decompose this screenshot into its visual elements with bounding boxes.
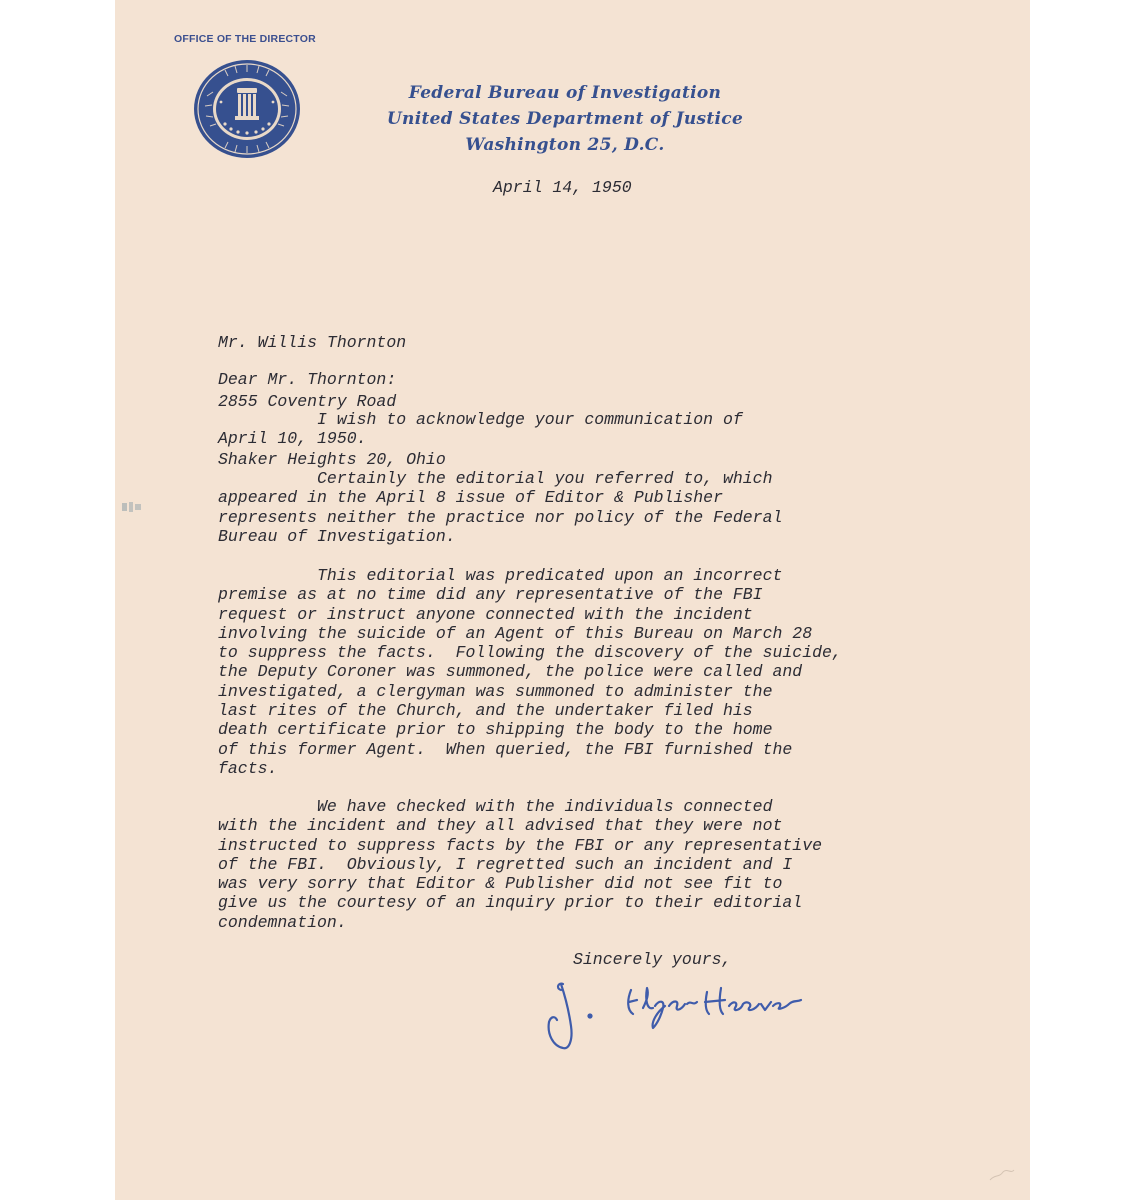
address-line-street: 2855 Coventry Road: [218, 391, 397, 411]
pencil-mark: [987, 1160, 1017, 1190]
office-of-director-label: OFFICE OF THE DIRECTOR: [174, 33, 316, 45]
letterhead-bureau: Federal Bureau of Investigation: [408, 83, 722, 103]
salutation: Dear Mr. Thornton:: [218, 370, 397, 389]
letterhead-department: United States Department of Justice: [386, 109, 744, 129]
paragraph-3: This editorial was predicated upon an incorrect premise as at no time did any representative of the FBI request or instruct anyone connected with the incident involving the suicide of an Agent of this Bureau on March 28 to suppress the facts. Following the discovery of the suicide, the Deputy Coroner was summoned, the police were called and investigated, a clergyman was summoned to administer the last rites of the Church, and the undertaker filed his death certificate prior to shipping the body to the home of this former Agent. When queried, the FBI furnished the facts.: [218, 566, 842, 778]
letter-page: [115, 0, 1030, 1200]
letter-date: April 14, 1950: [493, 178, 632, 197]
paragraph-2: Certainly the editorial you referred to, which appeared in the April 8 issue of Editor & Publisher represents neither the practice nor policy of the Federal Bureau of Investigation.: [218, 469, 783, 546]
paragraph-1: I wish to acknowledge your communication of April 10, 1950.: [218, 410, 743, 449]
paragraph-4: We have checked with the individuals connected with the incident and they all advised that they were not instructed to suppress facts by the FBI or any representative of the FBI. Obviously, I regretted such an incident and I was very sorry that Editor & Publisher did not see fit to give us the courtesy of an inquiry prior to their editorial condemnation.: [218, 797, 822, 932]
address-line-name: Mr. Willis Thornton: [218, 333, 407, 352]
closing: Sincerely yours,: [573, 950, 732, 969]
ink-smudge: [121, 500, 143, 514]
address-line-city: Shaker Heights 20, Ohio: [218, 450, 446, 469]
letterhead-city: Washington 25, D.C.: [465, 135, 665, 155]
letterhead: [315, 80, 815, 158]
fbi-seal-icon: [191, 58, 303, 160]
signature: [535, 970, 835, 1060]
